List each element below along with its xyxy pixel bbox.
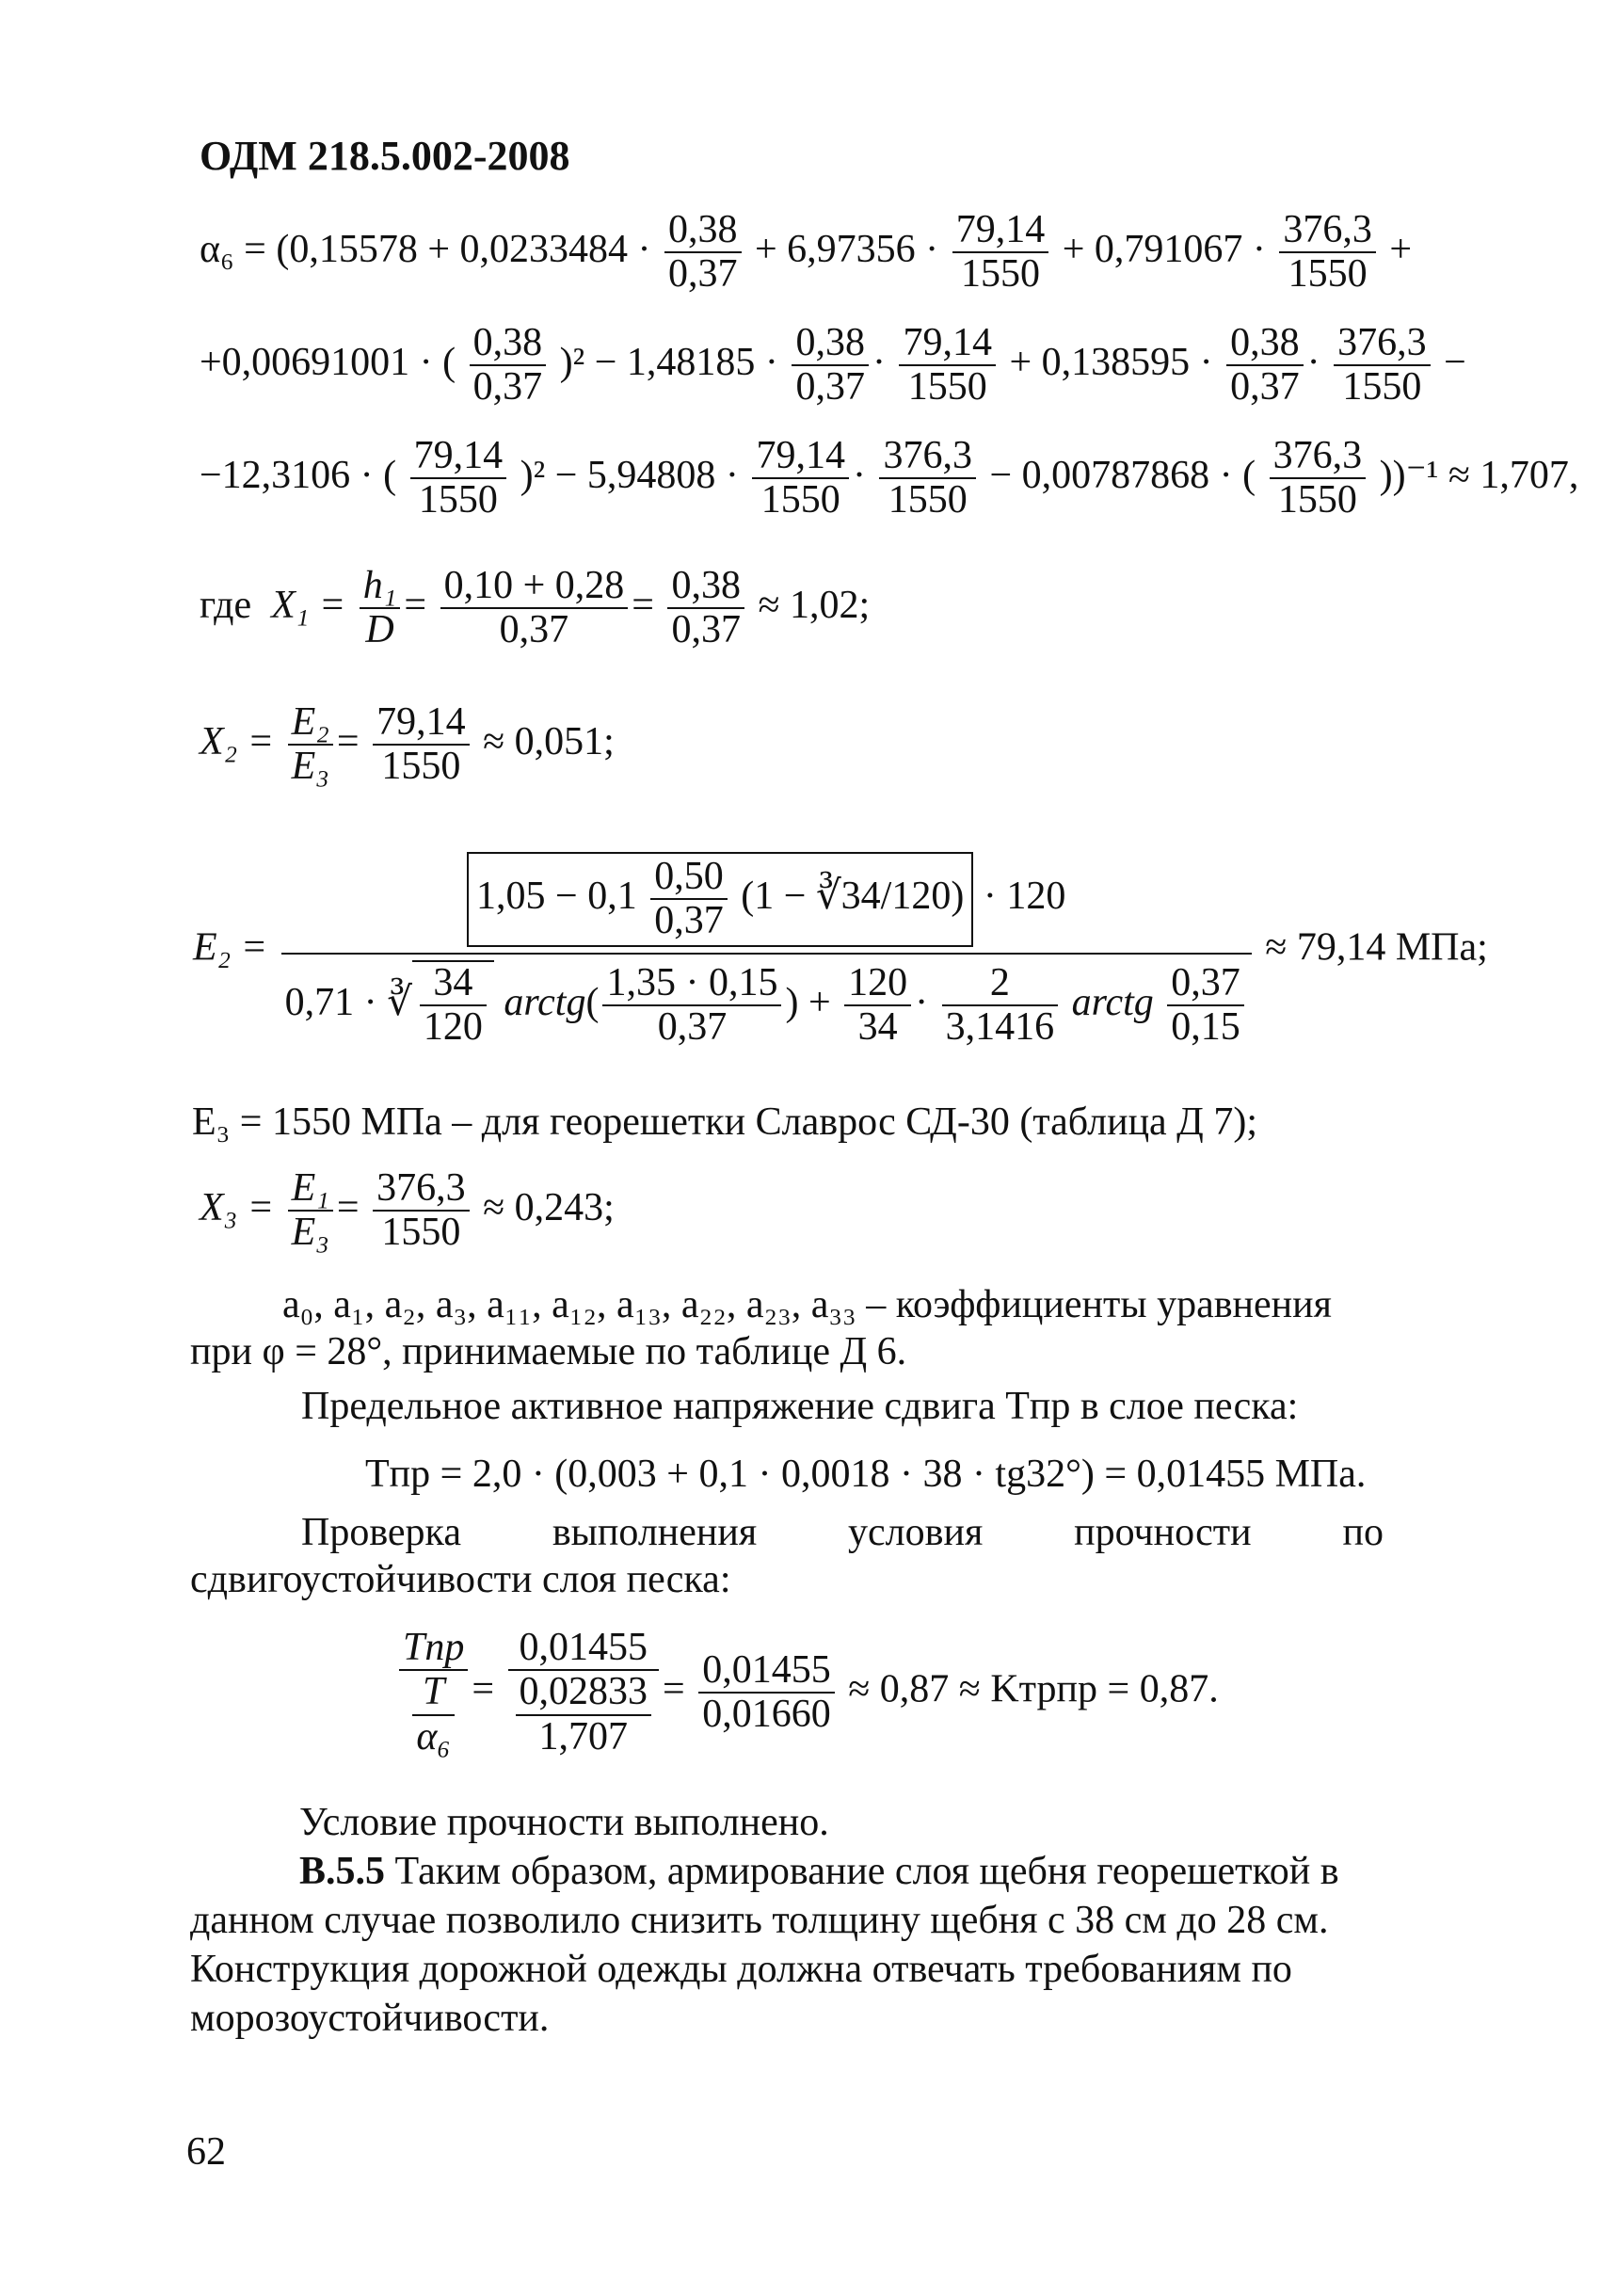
fraction: $\frac{0,37}{0,15}$ xyxy=(1167,962,1244,1050)
alpha6-lhs: α₆ = (0,15578 + 0,0233484 · xyxy=(200,228,651,271)
fraction: $\frac{79,14}{1550}$ xyxy=(952,209,1049,297)
check-line-2: сдвигоустойчивости слоя песка: xyxy=(190,1558,731,1601)
page-number: 62 xyxy=(186,2130,226,2174)
fraction: $\frac{1,35 \cdot 0,15}{0,37}$ xyxy=(602,962,781,1050)
fraction: $\frac{0,02833}{1,707}$ xyxy=(516,1671,652,1758)
fraction: $\frac{0,01455}{0,01660}$ xyxy=(698,1649,835,1737)
check-line-1: Проверка выполнения условия прочности по xyxy=(301,1511,1384,1554)
section-b55-line-2: данном случае позволило снизить толщину щебня с 38 см до 28 см. xyxy=(190,1899,1329,1942)
fraction: $\frac{79,14}{1550}$ xyxy=(410,435,507,522)
fraction: $\frac{0,38}{0,37}$ xyxy=(470,322,547,409)
x3-equation: X₃ = $\frac{\text{E₁}}{\text{E₃}}$ = $\frac{376,3}{1550}$ ≈ 0,243; xyxy=(200,1166,615,1255)
x1-equation: где X₁ = $\frac{\text{h₁}}{D}$ = $\frac{0,10 + 0,28}{0,37}$ = $\frac{0,38}{0,37}$ ≈ 1,02; xyxy=(200,564,871,652)
condition-satisfied: Условие прочности выполнено. xyxy=(299,1801,829,1844)
fraction: $\frac{120}{34}$ xyxy=(844,962,911,1050)
section-b55-line-1: В.5.5 Таким образом, армирование слоя щебня георешеткой в xyxy=(299,1850,1339,1893)
e2-equation: E₂ = 1,05 − 0,1 $\frac{0,50}{0,37}$ (1 − ∛34/120) · 120 0,71 · ∛ $\frac{34}{120}$ arctg( $\frac{1,35 \cdot 0,15}{0,37}$ ) + $\frac{120}{34}$ · $\frac{2}{3,1416}$ arctg $\frac{0,37}{0,15}$ ≈ 79,14 МПа; xyxy=(193,852,1488,1049)
x2-equation: X₂ = $\frac{\text{E₂}}{\text{E₃}}$ = $\frac{79,14}{1550}$ ≈ 0,051; xyxy=(200,700,615,789)
fraction: $\frac{376,3}{1550}$ xyxy=(1334,322,1431,409)
fraction: $\frac{34}{120}$ xyxy=(420,962,487,1050)
fraction: $\frac{376,3}{1550}$ xyxy=(1279,209,1376,297)
ratio-equation: $\frac{\text{Tпр}}{\frac{T}{\text{α₆}}}$ = $\frac{0,01455}{\frac{0,02833}{1,707}}$ = $\frac{0,01455}{0,01660}$ ≈ 0,87 ≈ Kтрпр = 0,87. xyxy=(395,1627,1219,1758)
middle-fraction: $\frac{0,01455}{\frac{0,02833}{1,707}}$ xyxy=(508,1627,660,1758)
fraction: $\frac{0,10 + 0,28}{0,37}$ xyxy=(440,565,629,652)
alpha6-line-3: −12,3106 · ( $\frac{79,14}{1550}$ )² − 5,94808 · $\frac{79,14}{1550}$ · $\frac{376,3}{1550}$ − 0,00787868 · ( $\frac{376,3}{1550}$ ))⁻¹ ≈ 1,707, xyxy=(200,434,1579,522)
coefficients-line-2: при φ = 28°, принимаемые по таблице Д 6. xyxy=(190,1330,907,1373)
fraction: $\frac{\text{h₁}}{D}$ xyxy=(360,565,401,652)
fraction: $\frac{0,38}{0,37}$ xyxy=(792,322,869,409)
section-b55-line-3: Конструкция дорожной одежды должна отвечать требованиям по xyxy=(190,1948,1292,1991)
fraction: $\frac{79,14}{1550}$ xyxy=(373,701,470,789)
shear-equation: Tпр = 2,0 · (0,003 + 0,1 · 0,0018 · 38 · tg32°) = 0,01455 МПа. xyxy=(365,1453,1367,1496)
fraction: $\frac{0,38}{0,37}$ xyxy=(664,209,742,297)
fraction: $\frac{\text{E₂}}{\text{E₃}}$ xyxy=(288,701,333,789)
fraction: $\frac{2}{3,1416}$ xyxy=(942,962,1059,1050)
alpha6-line-1: α₆ = (0,15578 + 0,0233484 · $\frac{0,38}{0,37}$ + 6,97356 · $\frac{79,14}{1550}$ + 0,791067 · $\frac{376,3}{1550}$ + xyxy=(200,208,1413,297)
numerator-bracket: 1,05 − 0,1 $\frac{0,50}{0,37}$ (1 − ∛34/120) xyxy=(467,852,973,947)
fraction: $\frac{79,14}{1550}$ xyxy=(752,435,849,522)
fraction: $\frac{\text{E₁}}{\text{E₃}}$ xyxy=(288,1167,333,1255)
outer-fraction: $\frac{\text{Tпр}}{\frac{T}{\text{α₆}}}$ xyxy=(399,1627,468,1758)
fraction: $\frac{T}{\text{α₆}}$ xyxy=(412,1671,455,1758)
fraction: $\frac{0,50}{0,37}$ xyxy=(650,856,728,943)
e2-main-fraction: 1,05 − 0,1 $\frac{0,50}{0,37}$ (1 − ∛34/120) · 120 0,71 · ∛ $\frac{34}{120}$ arctg( $\frac{1,35 \cdot 0,15}{0,37}$ ) + $\frac{120}{34}$ · $\frac{2}{3,1416}$ arctg $\frac{0,37}{0,15}$ xyxy=(281,852,1252,1049)
fraction: $\frac{79,14}{1550}$ xyxy=(899,322,996,409)
fraction: $\frac{0,38}{0,37}$ xyxy=(667,565,744,652)
shear-intro: Предельное активное напряжение сдвига Tпр в слое песка: xyxy=(301,1385,1299,1428)
section-b55-line-4: морозоустойчивости. xyxy=(190,1997,550,2040)
fraction: $\frac{0,38}{0,37}$ xyxy=(1226,322,1304,409)
section-number: В.5.5 xyxy=(299,1850,386,1893)
document-header: ОДМ 218.5.002-2008 xyxy=(200,133,570,179)
e3-line: E₃ = 1550 МПа – для георешетки Славрос СД-30 (таблица Д 7); xyxy=(192,1100,1257,1144)
coefficients-line-1: a₀, a₁, a₂, a₃, a₁₁, a₁₂, a₁₃, a₂₂, a₂₃, a₃₃ – коэффициенты уравнения xyxy=(282,1283,1332,1326)
alpha6-line-2: +0,00691001 · ( $\frac{0,38}{0,37}$ )² − 1,48185 · $\frac{0,38}{0,37}$ · $\frac{79,14}{1550}$ + 0,138595 · $\frac{0,38}{0,37}$ · $\frac{376,3}{1550}$ − xyxy=(200,321,1466,409)
fraction: $\frac{376,3}{1550}$ xyxy=(373,1167,470,1255)
fraction: $\frac{376,3}{1550}$ xyxy=(1270,435,1367,522)
fraction: $\frac{376,3}{1550}$ xyxy=(879,435,976,522)
